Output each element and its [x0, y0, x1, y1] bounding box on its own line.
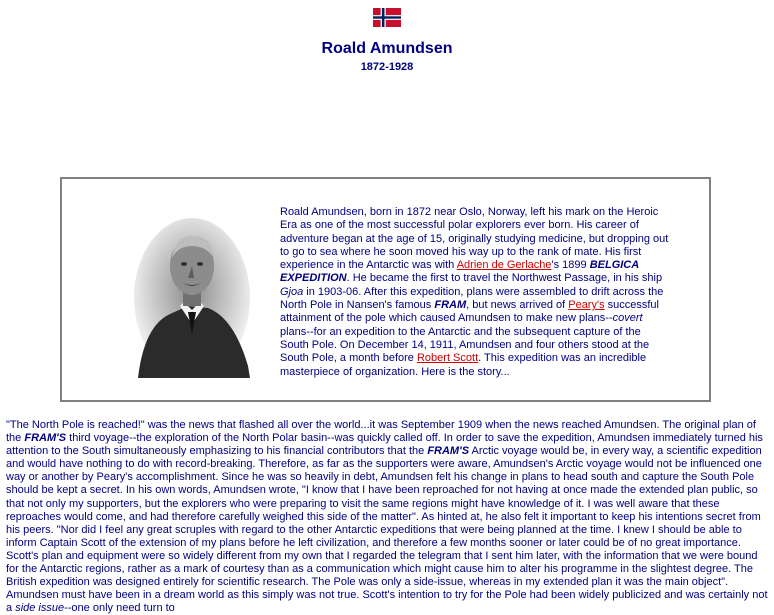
- bio-text-part: , but news arrived of: [466, 299, 569, 312]
- bio-text-part: in 1903-06. After this expedition, plans were assembled to drift across the North Pole in Nansen's famous: [280, 285, 664, 312]
- bio-text-part: 's 1899: [551, 259, 590, 272]
- story-text-part: "The North Pole is reached!" was the news that flashed all over the world...it was September 1909 when the news reached Amundsen. The original plan of the: [6, 419, 756, 445]
- biography-box: [60, 177, 711, 402]
- side-issue-emphasis: side issue: [15, 602, 65, 615]
- biography-text: [280, 206, 672, 379]
- story-text-part: --one only need turn to: [64, 602, 175, 615]
- bio-text-part: Roald Amundsen, born in 1872 near Oslo, Norway, left his mark on the Heroic Era as one of the most successful polar explorers ever born. His career of adventure began at the age of 15, originally studying medicine, but dropping out to go to sea where he soon moved his way up to the rank of mate. His first experience in the Antarctic was with: [280, 206, 669, 272]
- amundsen-portrait-photo: [130, 206, 254, 381]
- covert-emphasis: covert: [612, 312, 643, 325]
- gjoa-ship-name: Gjoa: [280, 285, 304, 298]
- story-text-part: third voyage--the exploration of the North Polar basin--was quickly called off. In order to save the expedition, Amundsen immediately turned his attention to the South simultaneously emphasizing to his financial contributors that the: [6, 432, 763, 458]
- bio-text-part: . This expedition was an incredible masterpiece of organization. Here is the story...: [280, 352, 647, 378]
- bio-text-part: successful attainment of the pole which caused Amundsen to make new plans--: [280, 299, 659, 325]
- link-robert-scott[interactable]: Robert Scott: [416, 352, 479, 365]
- lifespan-years: 1872-1928: [360, 61, 414, 73]
- story-text-part: Arctic voyage would be, in every way, a scientific expedition and would have nothing to do with record-breaking. Therefore, as far as the supporters were aware, Amundsen's Arctic voyage would not be influenced one way or another by Peary's accomplishment. Since he was so heavily in debt, Amundsen felt his change in plans to head south and capture the South Pole should be kept a secret. In his own words, Amundsen wrote, "I know that I have been reproached for not having at once made the extended plan public, so that not only my supporters, but the explorers who were preparing to visit the same regions might have knowledge of it. I was well aware that these reproaches would come, and had therefore carefully weighed this side of the matter". As hinted at, he also felt it important to keep his intentions secret from his peers. "Nor did I feel any great scruples with regard to the other Antarctic expeditions that were being planned at the time. I knew I should be able to inform Captain Scott of the extension of my plans before he left civilization, and therefore a few months sooner or later could be of no great importance. Scott's plan and equipment were so widely different from my own that I regarded the telegram that I sent him later, with the information that we were bound for the Antarctic regions, rather as a mark of courtesy than as a communication which might cause him to alter his programme in the slightest degree. The British expedition was designed entirely for scientific research. The Pole was only a side-issue, whereas in my extended plan it was the main object". Amundsen must have been in a dream world as this simply was not true. Scott's intention to try for the Pole had been widely publicized and was certainly not a: [6, 445, 768, 615]
- fram-ship-name: FRAM: [434, 299, 467, 312]
- belgica-expedition-text: BELGICA EXPEDITION: [280, 259, 639, 285]
- story-paragraph: [6, 419, 770, 615]
- fram-ship-name: FRAM'S: [427, 445, 470, 458]
- norway-flag-icon: [373, 8, 401, 27]
- bio-text-part: plans--for an expedition to the Antarctic and the subsequent capture of the South Pole. On December 14, 1911, Amundsen and four others stood at the South Pole, a month before: [280, 325, 650, 365]
- link-adrien-de-gerlache[interactable]: Adrien de Gerlache: [456, 259, 552, 272]
- link-peary[interactable]: Peary's: [568, 299, 605, 312]
- fram-ship-name: FRAM'S: [24, 432, 67, 445]
- bio-text-part: . He became the first to travel the Northwest Passage, in his ship: [346, 272, 663, 285]
- page-title: Roald Amundsen: [321, 40, 453, 57]
